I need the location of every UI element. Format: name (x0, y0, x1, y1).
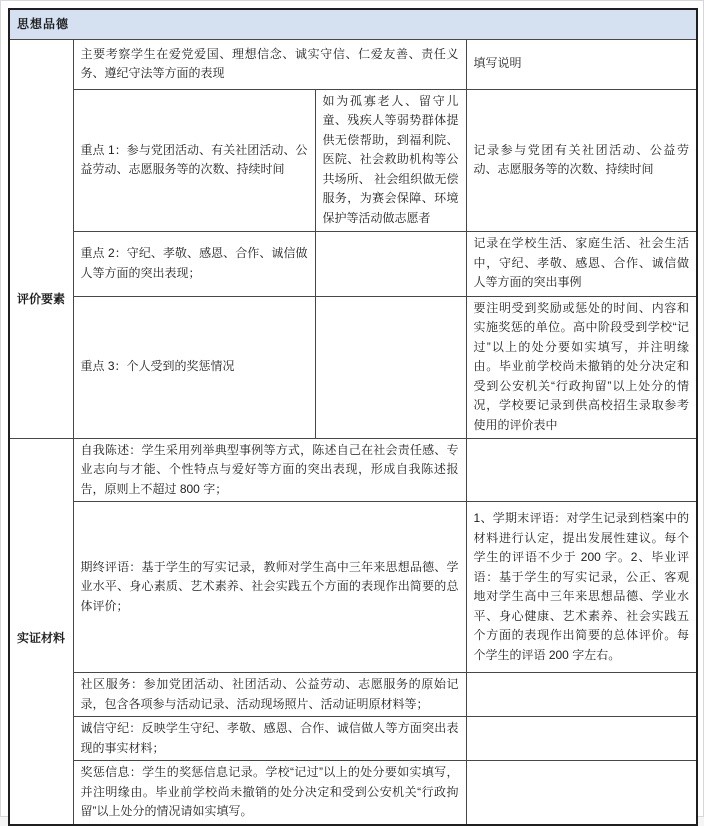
integrity-discipline-cell: 诚信守纪：反映学生守纪、孝敬、感恩、合作、诚信做人等方面突出表现的事实材料； (73, 717, 466, 761)
integrity-discipline-note-cell (466, 717, 697, 761)
focus2-main-cell: 重点 2：守纪、孝敬、感恩、合作、诚信做人等方面的突出表现； (73, 231, 315, 296)
focus1-note-cell: 记录参与党团有关社团活动、公益劳动、志愿服务等的次数、持续时间 (466, 89, 697, 231)
focus3-example-cell (315, 296, 466, 438)
focus3-main-cell: 重点 3：个人受到的奖惩情况 (73, 296, 315, 438)
focus2-note-cell: 记录在学校生活、家庭生活、社会生活中，守纪、孝敬、感恩、合作、诚信做人等方面的突出事例 (466, 231, 697, 296)
final-comments-note-cell: 1、学期末评语：对学生记录到档案中的材料进行认定，提出发展性建议。每个学生的评语不少于 200 字。2、毕业评语：基于学生的写实记录，公正、客观地对学生高中三年来思想品德、学业水平、身心健康、艺术素养、社会实践五个方面的表现作出简要的总体评价。每个学生的评语 200 字左右。 (466, 502, 697, 673)
focus2-example-cell (315, 231, 466, 296)
section-label-evaluation-elements: 评价要素 (9, 39, 73, 438)
focus1-example-cell: 如为孤寡老人、留守儿童、残疾人等弱势群体提供无偿帮助，到福利院、医院、社会救助机构等公共场所、 社会组织做无偿服务，为赛会保障、环境保护等活动做志愿者 (315, 89, 466, 231)
community-service-cell: 社区服务：参加党团活动、社团活动、公益劳动、志愿服务的原始记录，包含各项参与活动记录、活动现场照片、活动证明原材料等； (73, 673, 466, 717)
section-label-evidence-materials: 实证材料 (9, 438, 73, 825)
community-service-note-cell (466, 673, 697, 717)
focus3-note-cell: 要注明受到奖励或惩处的时间、内容和实施奖惩的单位。高中阶段受到学校“记过”以上的处分要如实填写，并注明缘由。毕业前学校尚未撤销的处分决定和受到公安机关“行政拘留”以上处分的情况，学校要记录到供高校招生录取参考使用的评价表中 (466, 296, 697, 438)
rewards-punishments-note-cell (466, 761, 697, 825)
overview-description-cell: 主要考察学生在爱党爱国、理想信念、诚实守信、仁爱友善、责任义务、遵纪守法等方面的表现 (73, 39, 466, 89)
self-statement-note-cell (466, 438, 697, 502)
fill-instructions-header-cell: 填写说明 (466, 39, 697, 89)
rewards-punishments-cell: 奖惩信息：学生的奖惩信息记录。学校“记过”以上的处分要如实填写，并注明缘由。毕业前学校尚未撤销的处分决定和受到公安机关“行政拘留”以上处分的情况请如实填写。 (73, 761, 466, 825)
moral-character-evaluation-table (8, 8, 698, 826)
focus1-main-cell: 重点 1：参与党团活动、有关社团活动、公益劳动、志愿服务等的次数、持续时间 (73, 89, 315, 231)
self-statement-cell: 自我陈述：学生采用列举典型事例等方式，陈述自己在社会责任感、专业志向与才能、个性特点与爱好等方面的突出表现，形成自我陈述报告，原则上不超过 800 字； (73, 438, 466, 502)
final-comments-cell: 期终评语：基于学生的写实记录，教师对学生高中三年来思想品德、学业水平、身心素质、艺术素养、社会实践五个方面的表现作出简要的总体评价； (73, 502, 466, 673)
table-title: 思想品德 (9, 9, 697, 39)
